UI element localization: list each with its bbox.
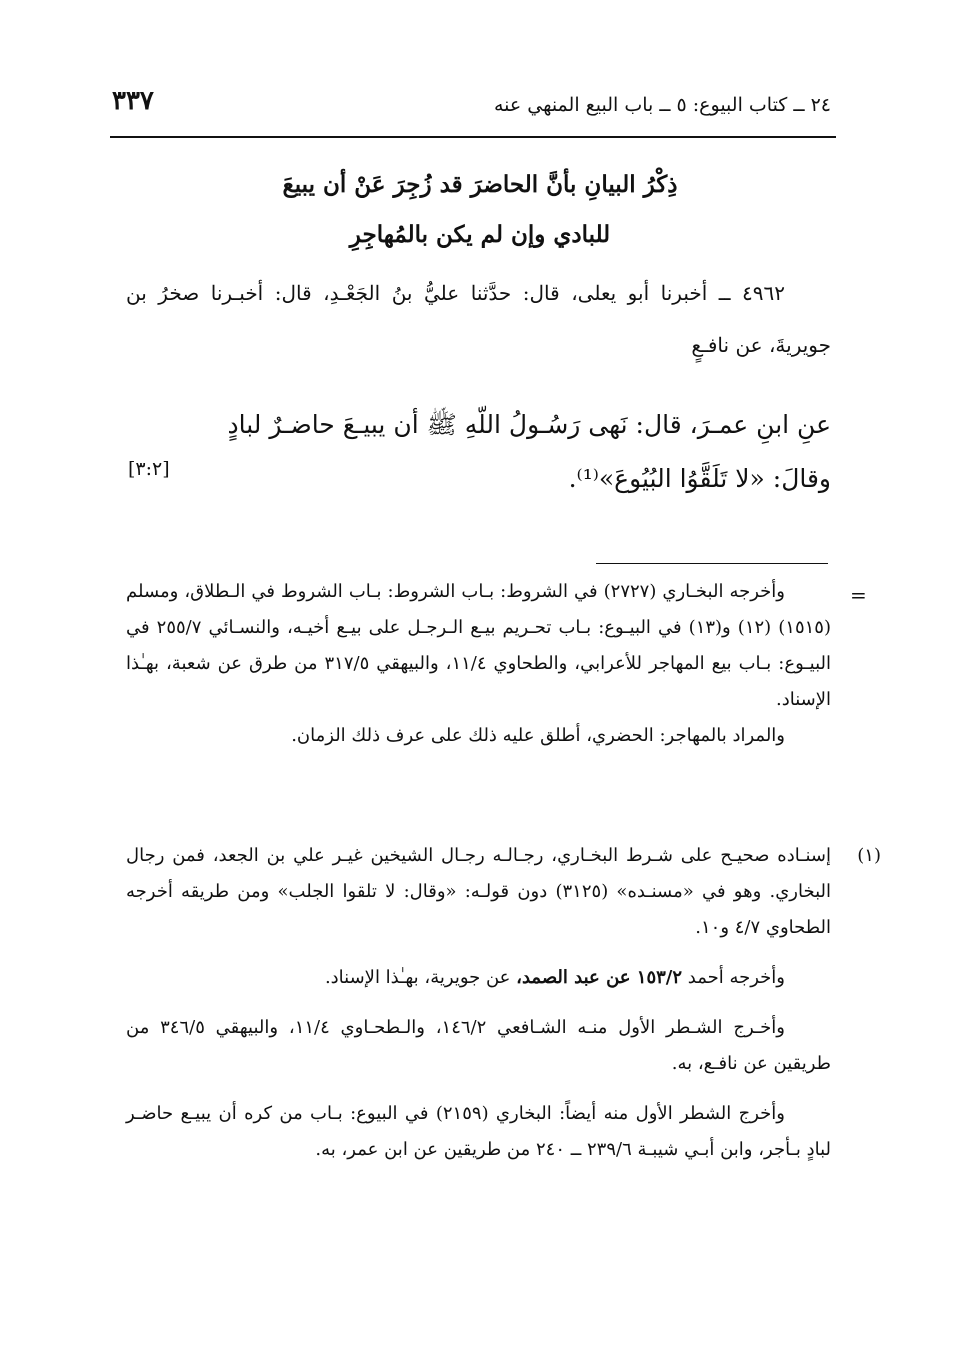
footnote-1-para-2 <box>126 960 831 996</box>
footnote-1-number: (١) <box>857 845 881 866</box>
running-head: ٢٤ ــ كتاب البيوع: ٥ ــ باب البيع المنهي عنه <box>493 94 831 116</box>
hadith-matn-line-2: وقالَ: «لا تَلَقَّوُا البُيُوعَ»⁽¹⁾. <box>568 464 831 493</box>
footnote-1-para-2-end: عن جويرية، بهـٰذا الإسناد. <box>324 967 511 988</box>
footnote-continued-para-1: وأخرجه البخـاري (٢٧٢٧) في الشروط: بـاب الشروط: بـاب الشروط في الـطلاق، ومسلم (١٥١٥) (١٢) و(١٣) في البيـوع: بـاب تحـريم بيـع الـرجـل على بيـع أخيـه، والنسـائي ٢٥٥/٧ في البيـوع: بـاب بيع المهاجر للأعرابي، والطحاوي ١١/٤، والبيهقي ٣١٧/٥ من طرق عن شعبة، بهـٰذا الإسناد. <box>126 581 832 710</box>
section-title-line-1: ذِكْرُ البيانِ بأنَّ الحاضرَ قد زُجِرَ عَنْ أن يبيعَ <box>282 171 678 198</box>
hadith-isnad: ٤٩٦٢ ــ أخبرنا أبو يعلى، قال: حدَّثنا عليُّ بنُ الجَعْـدِ، قال: أخبـرنا صخرُ بن جويريةَ، عن نافـعٍ <box>126 281 831 357</box>
footnote-continued-para-2: والمراد بالمهاجر: الحضري، أطلق عليه ذلك على عرف ذلك الزمان. <box>291 725 785 746</box>
section-title <box>117 160 843 260</box>
footnote-1-para-4: وأخرج الشطر الأول منه أيضاً: البخاري (٢١٥٩) في البيوع: بـاب من كره أن يبيـع حاضـر لبادٍ بـأجر، وابن أبـي شيبـة ٢٣٩/٦ ــ ٢٤٠ من طريقين عن ابن عمر، به. <box>126 1103 831 1160</box>
footnote-1-para-1: إسنـاده صحيـح على شـرط البخـاري، رجـالـه رجـال الشيخين غيـر علي بن الجعد، فمن رجال البخاري. وهو في «مسنـده» (٣١٢٥) دون قولـه: «وقال: لا تلقوا الجلب» ومن طريقه أخرجه الطحاوي ٤/٧ و١٠. <box>126 845 832 938</box>
footnote-1-para-3: وأخـرج الشـطر الأول منـه الشـافعي ١٤٦/٢، والـطحـاوي ١١/٤، والبيهقي ٣٤٦/٥ من طريقين عن نافـع، به. <box>126 1017 831 1074</box>
footnote-separator <box>596 563 828 564</box>
footnote-1 <box>126 838 881 1168</box>
hadith-matn <box>121 398 831 506</box>
header-rule <box>110 136 836 138</box>
page-number: ٣٣٧ <box>112 86 154 116</box>
hadith-reference: [٣:٢] <box>128 458 170 480</box>
footnote-continued <box>126 574 831 754</box>
hadith-matn-line-1: عنِ ابنِ عمـرَ، قال: نَهى رَسُـولُ اللّهِ ﷺ أن يبيـعَ حاضـرٌ لبادٍ <box>227 410 831 439</box>
footnote-1-para-2-start: وأخرجه أحمد <box>687 967 785 988</box>
continuation-marker: = <box>850 583 867 607</box>
section-title-line-2: للبادي وإن لم يكن بالمُهاجِرِ <box>349 221 611 248</box>
footnote-1-para-2-bold: ١٥٣/٢ عن عبد الصمد، <box>516 967 683 988</box>
